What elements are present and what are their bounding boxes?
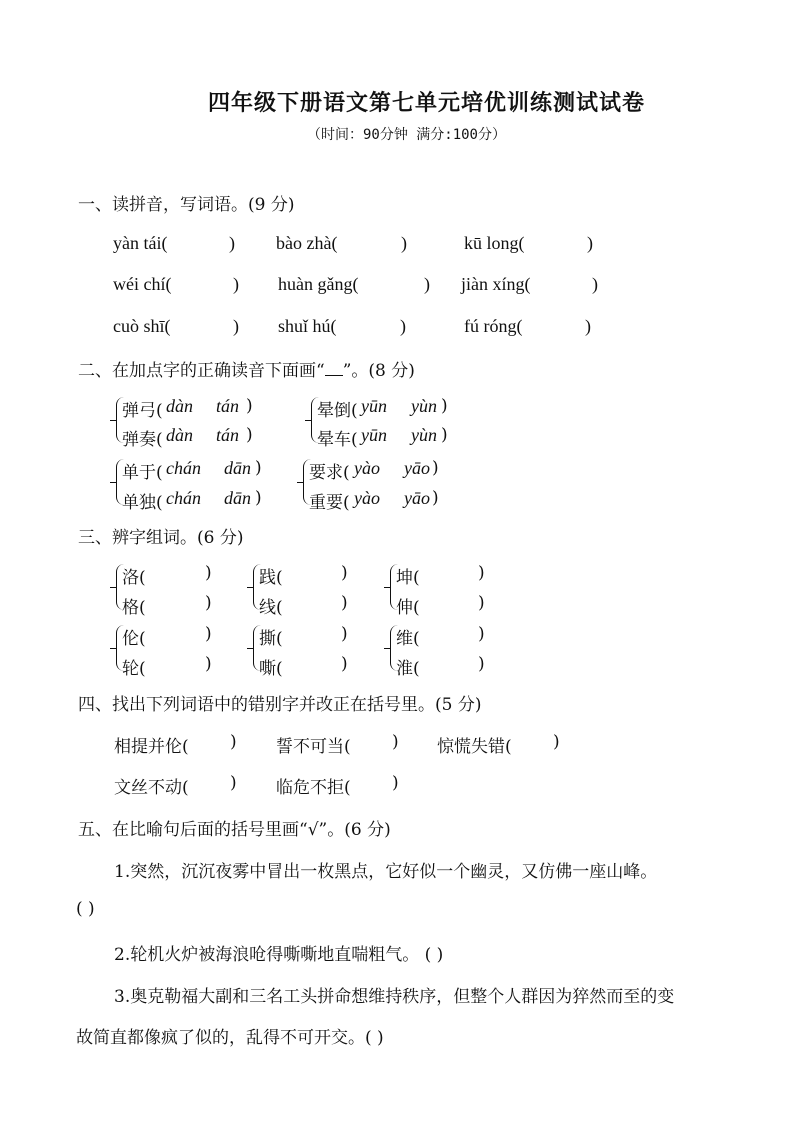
pinyin-option: dàn bbox=[166, 396, 193, 416]
bracket-close: ) bbox=[230, 732, 237, 752]
pinyin-option: tán bbox=[216, 396, 240, 416]
bracket-close: ) bbox=[441, 396, 448, 416]
char-item: 践( bbox=[259, 568, 283, 588]
char-item: 维( bbox=[396, 629, 420, 649]
bracket-close: ) bbox=[478, 563, 485, 583]
section-2-heading bbox=[78, 356, 415, 381]
bracket-close: ) bbox=[341, 563, 348, 583]
bracket-close: ) bbox=[478, 624, 485, 644]
idiom-item: 文丝不动( bbox=[114, 778, 189, 798]
pinyin-option: yāo bbox=[404, 458, 430, 478]
pinyin-option: yào bbox=[354, 488, 380, 508]
bracket-close: ) bbox=[478, 593, 485, 613]
bracket-close: ) bbox=[255, 488, 262, 508]
char-item: 伸( bbox=[396, 598, 420, 618]
idiom-item: 临危不拒( bbox=[276, 778, 351, 798]
pinyin-item: shuǐ hú( bbox=[278, 316, 337, 336]
page-subtitle: （时间：90分钟 满分:100分） bbox=[306, 127, 506, 143]
bracket-close: ) bbox=[424, 274, 430, 294]
char-item: 格( bbox=[122, 598, 146, 618]
pinyin-option: tán bbox=[216, 425, 240, 445]
pinyin-item: wéi chí( bbox=[113, 274, 172, 294]
section-1-heading: 一、读拼音，写词语。(9 分) bbox=[78, 195, 295, 215]
bracket-close: ) bbox=[205, 563, 212, 583]
question-1: 1.突然，沉沉夜雾中冒出一枚黑点，它好似一个幽灵，又仿佛一座山峰。 bbox=[114, 862, 658, 882]
char-item: 线( bbox=[259, 598, 283, 618]
pinyin-item: jiàn xíng( bbox=[461, 274, 531, 294]
idiom-item: 誓不可当( bbox=[276, 737, 351, 757]
bracket-close: ) bbox=[341, 593, 348, 613]
bracket-close: ) bbox=[229, 233, 235, 253]
section-3-heading: 三、辨字组词。(6 分) bbox=[78, 528, 244, 548]
bracket-close: ) bbox=[341, 654, 348, 674]
bracket-close: ) bbox=[441, 425, 448, 445]
bracket-close: ) bbox=[400, 316, 406, 336]
bracket-close: ) bbox=[230, 773, 237, 793]
pinyin-item: kū long( bbox=[464, 233, 525, 253]
page-title: 四年级下册语文第七单元培优训练测试试卷 bbox=[207, 90, 645, 116]
word: 要求( bbox=[309, 463, 350, 483]
pinyin-option: dān bbox=[224, 458, 251, 478]
bracket-close: ) bbox=[233, 274, 239, 294]
bracket-close: ) bbox=[255, 458, 262, 478]
pinyin-item: huàn gǎng( bbox=[278, 274, 359, 294]
bracket-close: ) bbox=[432, 488, 439, 508]
char-item: 洛( bbox=[122, 568, 146, 588]
pinyin-option: yūn bbox=[361, 396, 387, 416]
bracket-close: ) bbox=[592, 274, 598, 294]
char-item: 嘶( bbox=[259, 659, 283, 679]
question-3-line-1: 3.奥克勒福大副和三名工头拼命想维持秩序，但整个人群因为猝然而至的变 bbox=[114, 987, 675, 1007]
bracket-close: ) bbox=[246, 425, 253, 445]
bracket-close: ) bbox=[341, 624, 348, 644]
word: 晕倒( bbox=[317, 401, 358, 421]
word: 单于( bbox=[122, 463, 163, 483]
idiom-item: 相提并伦( bbox=[114, 737, 189, 757]
char-item: 伦( bbox=[122, 629, 146, 649]
bracket-close: ) bbox=[587, 233, 593, 253]
question-2: 2.轮机火炉被海浪呛得嘶嘶地直喘粗气。 ( ) bbox=[114, 945, 444, 965]
heading-text: 二、在加点字的正确读音下面画“ bbox=[78, 361, 325, 381]
char-item: 坤( bbox=[396, 568, 420, 588]
word: 单独( bbox=[122, 493, 163, 513]
underline-sample bbox=[325, 375, 343, 376]
bracket-close: ) bbox=[553, 732, 560, 752]
word: 弹弓( bbox=[122, 401, 163, 421]
question-3-line-2: 故简直都像疯了似的，乱得不可开交。( ) bbox=[76, 1028, 384, 1048]
pinyin-option: yūn bbox=[361, 425, 387, 445]
bracket-close: ) bbox=[205, 654, 212, 674]
word: 晕车( bbox=[317, 430, 358, 450]
bracket-close: ) bbox=[205, 593, 212, 613]
section-4-heading: 四、找出下列词语中的错别字并改正在括号里。(5 分) bbox=[78, 695, 482, 715]
pinyin-item: cuò shī( bbox=[113, 316, 171, 336]
bracket-close: ) bbox=[205, 624, 212, 644]
char-item: 淮( bbox=[396, 659, 420, 679]
bracket-close: ) bbox=[478, 654, 485, 674]
char-item: 轮( bbox=[122, 659, 146, 679]
pinyin-item: yàn tái( bbox=[113, 233, 168, 253]
word: 弹奏( bbox=[122, 430, 163, 450]
pinyin-option: yào bbox=[354, 458, 380, 478]
word: 重要( bbox=[309, 493, 350, 513]
bracket-close: ) bbox=[401, 233, 407, 253]
bracket-close: ) bbox=[432, 458, 439, 478]
pinyin-option: chán bbox=[166, 488, 201, 508]
pinyin-item: fú róng( bbox=[464, 316, 523, 336]
pinyin-option: dàn bbox=[166, 425, 193, 445]
bracket-close: ) bbox=[392, 732, 399, 752]
bracket-close: ) bbox=[246, 396, 253, 416]
pinyin-option: yāo bbox=[404, 488, 430, 508]
char-item: 撕( bbox=[259, 629, 283, 649]
section-5-heading: 五、在比喻句后面的括号里画“√”。(6 分) bbox=[78, 820, 391, 840]
pinyin-item: bào zhà( bbox=[276, 233, 338, 253]
bracket-close: ) bbox=[392, 773, 399, 793]
question-1-answer-paren: ( ) bbox=[76, 899, 95, 919]
pinyin-option: chán bbox=[166, 458, 201, 478]
idiom-item: 惊慌失错( bbox=[437, 737, 512, 757]
pinyin-option: dān bbox=[224, 488, 251, 508]
pinyin-option: yùn bbox=[411, 396, 437, 416]
bracket-close: ) bbox=[585, 316, 591, 336]
heading-text-end: ”。(8 分) bbox=[342, 361, 415, 381]
bracket-close: ) bbox=[233, 316, 239, 336]
pinyin-option: yùn bbox=[411, 425, 437, 445]
